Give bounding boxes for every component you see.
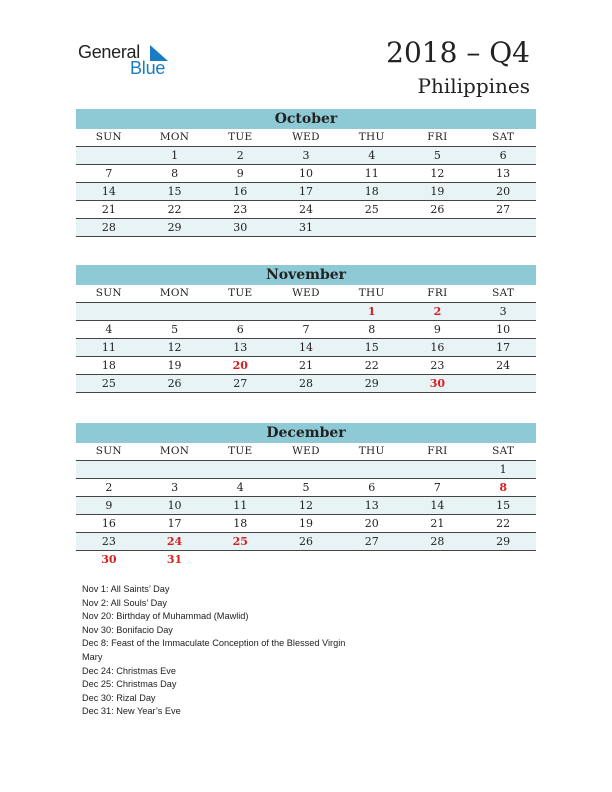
empty-day-cell (207, 461, 273, 478)
day-cell: 25 (364, 203, 379, 216)
day-cell: 9 (105, 499, 113, 512)
day-cell: 19 (298, 517, 313, 530)
weekday-header-row (76, 285, 536, 303)
empty-day-cell (273, 303, 339, 320)
week-row (76, 321, 536, 339)
empty-day-cell (142, 303, 208, 320)
empty-day-cell (76, 147, 142, 164)
weekday-label: MON (159, 445, 190, 457)
country-subtitle: Philippines (417, 74, 530, 98)
day-cell: 13 (496, 167, 511, 180)
day-cell: 7 (302, 323, 310, 336)
empty-day-cell (273, 551, 339, 568)
week-row (76, 219, 536, 237)
day-cell: 18 (101, 359, 116, 372)
holiday-entry: Nov 1: All Saints’ Day (82, 584, 170, 594)
weekday-label: TUE (228, 445, 253, 457)
day-cell: 2 (433, 305, 442, 318)
day-cell: 26 (298, 535, 313, 548)
day-cell: 10 (298, 167, 313, 180)
day-cell: 7 (433, 481, 441, 494)
empty-day-cell (339, 461, 405, 478)
week-row (76, 375, 536, 393)
holiday-entry: Dec 8: Feast of the Immaculate Conception of the Blessed Virgin (82, 638, 346, 649)
day-cell: 11 (233, 499, 248, 512)
weekday-header-row (76, 443, 536, 461)
empty-day-cell (207, 551, 273, 568)
day-cell: 17 (496, 341, 511, 354)
week-row (76, 201, 536, 219)
day-cell: 17 (167, 517, 182, 530)
day-cell: 9 (433, 323, 441, 336)
weekday-label: MON (159, 131, 190, 143)
holiday-entry: Nov 30: Bonifacio Day (82, 624, 173, 635)
week-row (76, 551, 536, 568)
week-row (76, 515, 536, 533)
day-cell: 27 (496, 203, 511, 216)
empty-day-cell (405, 219, 471, 236)
logo-blue-text: Blue (130, 58, 166, 78)
holiday-entry: Nov 2: All Souls’ Day (82, 597, 167, 608)
week-row (76, 533, 536, 551)
month-header: December (76, 423, 536, 443)
day-cell: 29 (496, 535, 511, 548)
day-cell: 28 (101, 221, 116, 234)
day-cell: 24 (298, 203, 313, 216)
day-cell: 19 (430, 185, 445, 198)
weekday-label: THU (358, 131, 385, 143)
day-cell: 12 (167, 341, 182, 354)
week-row (76, 183, 536, 201)
day-cell: 14 (298, 341, 313, 354)
day-cell: 6 (368, 481, 376, 494)
weekday-label: THU (358, 445, 385, 457)
day-cell: 12 (430, 167, 445, 180)
weekday-label: WED (292, 287, 320, 299)
day-cell: 17 (298, 185, 313, 198)
day-cell: 1 (171, 149, 179, 162)
day-cell: 28 (430, 535, 445, 548)
day-cell: 23 (101, 535, 116, 548)
day-cell: 9 (236, 167, 244, 180)
holiday-entry: Dec 24: Christmas Eve (82, 665, 176, 676)
day-cell: 25 (232, 535, 248, 548)
weekday-label: SUN (95, 287, 122, 299)
empty-day-cell (405, 551, 471, 568)
weekday-label: FRI (427, 131, 448, 143)
month-december (76, 423, 536, 568)
weekday-label: THU (358, 287, 385, 299)
day-cell: 23 (430, 359, 445, 372)
day-cell: 2 (105, 481, 113, 494)
day-cell: 7 (105, 167, 113, 180)
logo-general-text: General (78, 42, 140, 62)
day-cell: 21 (298, 359, 313, 372)
day-cell: 30 (429, 377, 446, 390)
page-title: 2018 – Q4 (386, 36, 530, 69)
day-cell: 22 (496, 517, 511, 530)
day-cell: 24 (166, 535, 183, 548)
day-cell: 19 (167, 359, 182, 372)
holiday-entry: Dec 30: Rizal Day (82, 692, 156, 703)
day-cell: 14 (430, 499, 445, 512)
day-cell: 4 (368, 149, 376, 162)
weekday-label: SAT (492, 287, 515, 299)
day-cell: 5 (433, 149, 441, 162)
day-cell: 26 (167, 377, 182, 390)
day-cell: 31 (298, 221, 313, 234)
day-cell: 1 (367, 305, 376, 318)
day-cell: 1 (499, 463, 507, 476)
day-cell: 21 (101, 203, 116, 216)
day-cell: 18 (364, 185, 379, 198)
day-cell: 31 (166, 553, 183, 566)
week-row (76, 339, 536, 357)
day-cell: 2 (236, 149, 244, 162)
day-cell: 8 (171, 167, 179, 180)
week-row (76, 303, 536, 321)
empty-day-cell (207, 303, 273, 320)
day-cell: 15 (496, 499, 511, 512)
month-november (76, 265, 536, 393)
day-cell: 23 (233, 203, 248, 216)
holiday-entry: Mary (82, 651, 103, 662)
empty-day-cell (470, 551, 536, 568)
day-cell: 3 (302, 149, 310, 162)
day-cell: 16 (430, 341, 445, 354)
week-row (76, 357, 536, 375)
day-cell: 22 (167, 203, 182, 216)
holiday-entry: Dec 25: Christmas Day (82, 679, 177, 690)
day-cell: 8 (499, 481, 507, 494)
weekday-label: SUN (95, 131, 122, 143)
week-row (76, 497, 536, 515)
empty-day-cell (142, 461, 208, 478)
weekday-label: FRI (427, 287, 448, 299)
weekday-label: FRI (427, 445, 448, 457)
weekday-label: SAT (492, 445, 515, 457)
weekday-header-row (76, 129, 536, 147)
holiday-entry: Nov 20: Birthday of Muhammad (Mawlid) (82, 611, 249, 622)
month-header: November (76, 265, 536, 285)
holiday-list (82, 583, 345, 719)
day-cell: 30 (101, 553, 117, 566)
day-cell: 27 (364, 535, 379, 548)
day-cell: 15 (167, 185, 182, 198)
day-cell: 20 (496, 185, 511, 198)
holiday-entry: Dec 31: New Year’s Eve (82, 706, 181, 717)
day-cell: 5 (171, 323, 179, 336)
empty-day-cell (76, 461, 142, 478)
day-cell: 13 (233, 341, 248, 354)
empty-day-cell (339, 551, 405, 568)
weekday-label: WED (292, 131, 320, 143)
empty-day-cell (470, 375, 536, 392)
day-cell: 10 (496, 323, 511, 336)
empty-day-cell (76, 303, 142, 320)
day-cell: 6 (499, 149, 507, 162)
weekday-label: TUE (228, 287, 253, 299)
day-cell: 29 (364, 377, 379, 390)
day-cell: 8 (368, 323, 376, 336)
empty-day-cell (405, 461, 471, 478)
empty-day-cell (339, 219, 405, 236)
day-cell: 20 (232, 359, 248, 372)
week-row (76, 461, 536, 479)
week-row (76, 147, 536, 165)
day-cell: 3 (499, 305, 507, 318)
day-cell: 15 (364, 341, 379, 354)
day-cell: 28 (298, 377, 313, 390)
day-cell: 11 (364, 167, 379, 180)
empty-day-cell (273, 461, 339, 478)
day-cell: 4 (236, 481, 244, 494)
day-cell: 16 (101, 517, 116, 530)
day-cell: 13 (364, 499, 379, 512)
day-cell: 14 (101, 185, 116, 198)
empty-day-cell (470, 219, 536, 236)
day-cell: 16 (233, 185, 248, 198)
day-cell: 27 (233, 377, 248, 390)
day-cell: 24 (496, 359, 511, 372)
weekday-label: SUN (95, 445, 122, 457)
day-cell: 5 (302, 481, 310, 494)
logo (78, 42, 178, 82)
weekday-label: MON (159, 287, 190, 299)
day-cell: 18 (233, 517, 248, 530)
day-cell: 12 (298, 499, 313, 512)
weekday-label: WED (292, 445, 320, 457)
day-cell: 20 (364, 517, 379, 530)
day-cell: 25 (101, 377, 116, 390)
day-cell: 26 (430, 203, 445, 216)
day-cell: 21 (430, 517, 445, 530)
day-cell: 30 (233, 221, 248, 234)
day-cell: 11 (101, 341, 116, 354)
day-cell: 22 (364, 359, 379, 372)
week-row (76, 165, 536, 183)
day-cell: 4 (105, 323, 113, 336)
day-cell: 29 (167, 221, 182, 234)
week-row (76, 479, 536, 497)
month-header: October (76, 109, 536, 129)
weekday-label: TUE (228, 131, 253, 143)
day-cell: 3 (171, 481, 179, 494)
day-cell: 6 (236, 323, 244, 336)
day-cell: 10 (167, 499, 182, 512)
weekday-label: SAT (492, 131, 515, 143)
month-october (76, 109, 536, 237)
